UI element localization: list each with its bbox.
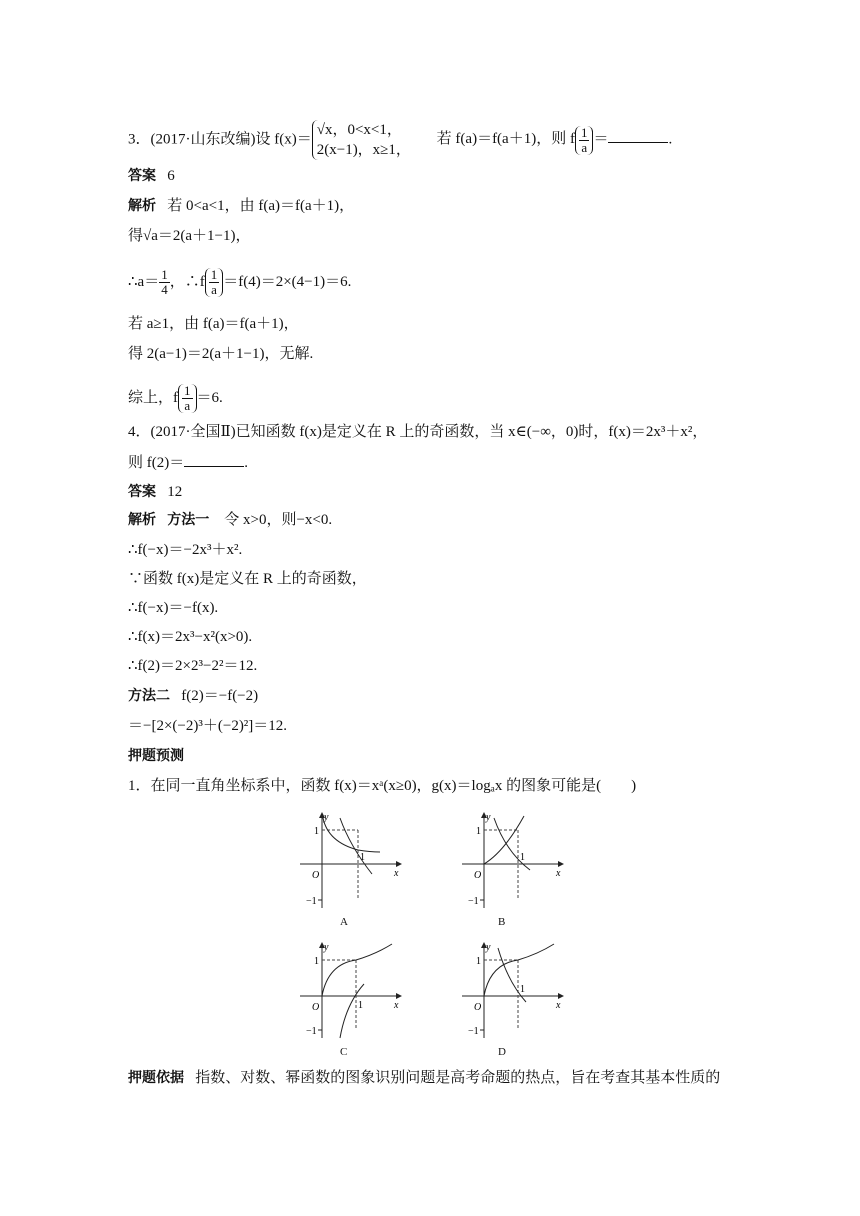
p4-m1-line-5: ∴f(2)＝2×2³−2²＝12. (128, 658, 258, 674)
origin-label: O (474, 1002, 482, 1013)
axis-y-label: y (324, 942, 329, 953)
text: ，∴f (169, 273, 205, 290)
y-tick-one: 1 (314, 956, 319, 967)
answer-label: 答案 (128, 168, 156, 184)
frac-numerator: 1 (210, 267, 218, 282)
text: f(2)＝−f(−2) (181, 688, 259, 704)
x-tick-one: 1 (520, 984, 525, 995)
answer-value: 12 (167, 484, 183, 500)
frac-denominator: 4 (161, 282, 168, 297)
predict-basis (128, 1068, 720, 1088)
axis-x-label: x (394, 1000, 399, 1011)
dot: . (244, 455, 248, 471)
y-tick-neg-one: −1 (306, 896, 317, 907)
y-tick-neg-one: −1 (468, 1026, 479, 1037)
x-tick-one: 1 (520, 852, 525, 863)
graph-c (292, 942, 402, 1042)
axis-y-label: y (324, 812, 329, 823)
answer-label: 答案 (128, 484, 156, 500)
y-tick-neg-one: −1 (468, 896, 479, 907)
p4-answer (128, 482, 182, 502)
case-1: √x，0<x<1， (316, 122, 402, 138)
dot: . (668, 131, 673, 148)
analysis-label: 解析 (128, 512, 156, 528)
text: ＝f(4)＝2×(4−1)＝6. (223, 273, 352, 290)
p4-m1-line-1: ∴f(−x)＝−2x³＋x². (128, 542, 243, 558)
answer-value: 6 (167, 168, 175, 184)
x-tick-one: 1 (358, 1000, 363, 1011)
axis-y-label: y (486, 942, 491, 953)
problem-3-question (128, 120, 672, 160)
graph-b-label: B (498, 916, 506, 928)
text: 令 x>0，则−x<0. (224, 512, 333, 528)
y-tick-one: 1 (476, 826, 481, 837)
fraction-quarter (159, 268, 170, 297)
text: ＝6. (196, 389, 223, 406)
p4-m2-line-1: ＝−[2×(−2)³＋(−2)²]＝12. (128, 718, 288, 734)
origin-label: O (474, 870, 482, 881)
axis-x-label: x (556, 868, 561, 879)
problem-3-prefix: 3．(2017·山东改编)设 f(x)＝ (128, 131, 312, 148)
frac-denominator: a (211, 282, 217, 297)
answer-blank (608, 128, 668, 143)
p3-analysis-4: 若 a≥1，由 f(a)＝f(a＋1)， (128, 316, 299, 332)
text: ∴a＝ (128, 273, 160, 290)
basis-text: 指数、对数、幂函数的图象识别问题是高考命题的热点，旨在考查其基本性质的 (195, 1070, 721, 1086)
text: 综上，f (128, 389, 178, 406)
frac-numerator: 1 (580, 124, 588, 140)
frac-numerator: 1 (184, 383, 191, 398)
p3-analysis-6 (128, 384, 223, 413)
analysis-text: 若 0<a<1，由 f(a)＝f(a＋1)， (167, 198, 355, 214)
method-2-label: 方法二 (128, 688, 170, 704)
p3-analysis-5: 得 2(a−1)＝2(a＋1−1)，无解. (128, 346, 314, 362)
paren-fraction (178, 384, 197, 413)
analysis-label: 解析 (128, 198, 156, 214)
graph-b (454, 812, 564, 912)
p3-analysis-1 (128, 196, 354, 216)
text: 则 f(2)＝ (128, 455, 185, 471)
case-2: 2(x−1)，x≥1， (316, 142, 411, 158)
basis-label: 押题依据 (128, 1070, 184, 1086)
graph-a (292, 812, 402, 912)
p3-analysis-3 (128, 268, 351, 297)
frac-denominator: a (184, 398, 191, 413)
answer-blank (184, 452, 244, 467)
piecewise-cases (312, 120, 411, 160)
origin-label: O (312, 1002, 320, 1013)
paren-fraction (575, 126, 594, 155)
y-tick-one: 1 (314, 826, 319, 837)
p4-method-2 (128, 686, 258, 706)
frac-denominator: a (581, 139, 588, 155)
p4-m1-line-2: ∵函数 f(x)是定义在 R 上的奇函数， (128, 571, 367, 587)
graph-a-label: A (340, 916, 348, 928)
p4-analysis-1 (128, 510, 332, 530)
axis-x-label: x (394, 868, 399, 879)
y-tick-one: 1 (476, 956, 481, 967)
problem-3-mid: 若 f(a)＝f(a＋1)，则 f (436, 131, 575, 148)
p4-m1-line-4: ∴f(x)＝2x³−x²(x>0). (128, 629, 253, 645)
axis-y-label: y (486, 812, 491, 823)
problem-4-line-2 (128, 452, 248, 473)
p4-m1-line-3: ∴f(−x)＝−f(x). (128, 600, 219, 616)
graph-d-label: D (498, 1046, 506, 1058)
frac-numerator: 1 (161, 267, 168, 282)
predict-heading: 押题预测 (128, 748, 184, 764)
paren-fraction (205, 268, 224, 297)
p3-analysis-2: 得√a＝2(a＋1−1)， (128, 228, 251, 244)
y-tick-neg-one: −1 (306, 1026, 317, 1037)
origin-label: O (312, 870, 320, 881)
axis-x-label: x (556, 1000, 561, 1011)
problem-4-line-1: 4．(2017·全国Ⅱ)已知函数 f(x)是定义在 R 上的奇函数，当 x∈(−∞，0)时，f(x)＝2x³＋x²， (128, 424, 708, 440)
p3-answer (128, 166, 175, 186)
equals: ＝ (593, 131, 609, 148)
method-1-label: 方法一 (167, 512, 210, 528)
x-tick-one: 1 (360, 852, 365, 863)
predict-question-1: 1．在同一直角坐标系中，函数 f(x)＝xᵃ(x≥0)，g(x)＝logₐx 的图象可能是( ) (128, 778, 637, 794)
graph-d (454, 942, 564, 1042)
graph-c-label: C (340, 1046, 348, 1058)
